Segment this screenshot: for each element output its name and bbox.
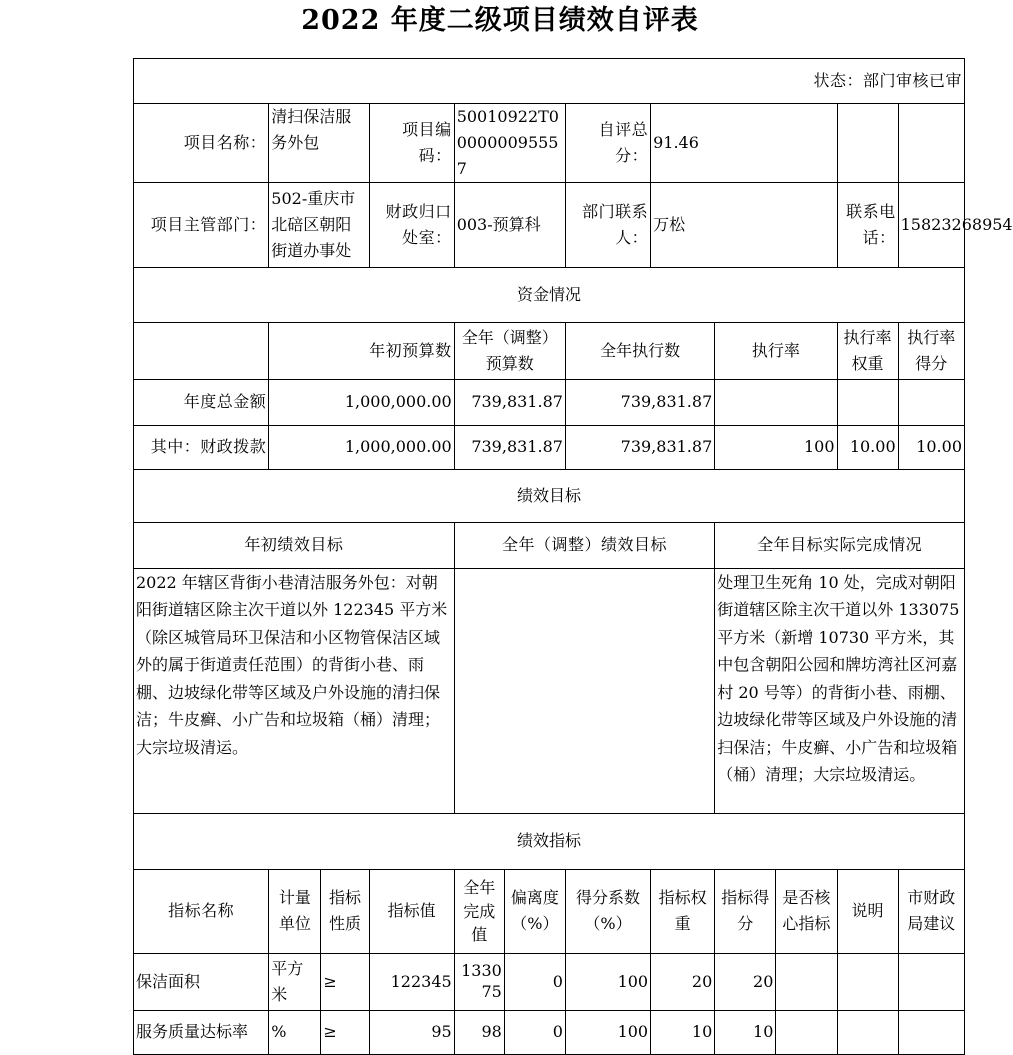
phone-label: 联系电话： [837, 182, 898, 267]
fin-office-value: 003-预算科 [454, 182, 565, 267]
goal-adjusted-text [454, 568, 715, 813]
ind-header-name: 指标名称 [134, 869, 269, 953]
ind-header-target: 指标值 [369, 869, 454, 953]
page-title: 2022 年度二级项目绩效自评表 [301, 5, 699, 36]
ind-row-core [776, 953, 837, 1010]
funds-row-score [898, 379, 964, 425]
ind-header-actual: 全年完成值 [454, 869, 504, 953]
funds-row-executed: 739,831.87 [565, 425, 714, 469]
goals-header-adjusted: 全年（调整）绩效目标 [454, 522, 715, 568]
ind-header-weight: 指标权重 [651, 869, 715, 953]
funds-row-score: 10.00 [898, 425, 964, 469]
ind-row-core [776, 1010, 837, 1054]
ind-header-unit: 计量单位 [269, 869, 321, 953]
funds-row-adjusted: 739,831.87 [454, 425, 565, 469]
funds-row-budget: 1,000,000.00 [269, 379, 454, 425]
empty-cell [134, 322, 269, 379]
empty-cell [898, 104, 964, 183]
phone-value: 15823268954 [898, 182, 964, 267]
ind-header-core: 是否核心指标 [776, 869, 837, 953]
ind-row-actual: 133075 [454, 953, 504, 1010]
dept-value: 502-重庆市北碚区朝阳街道办事处 [269, 182, 369, 267]
goal-actual-text: 处理卫生死角 10 处，完成对朝阳街道辖区除主次干道以外 133075 平方米（新增 10730 平方米，其中包含朝阳公园和牌坊湾社区河嘉村 20 号等）的背街小巷、雨棚、边坡绿化带等区域及户外设施的清扫保洁；牛皮癣、小广告和垃圾箱（桶）清理；大宗垃圾清运。 [715, 568, 965, 813]
ind-header-note: 说明 [837, 869, 898, 953]
project-name-label: 项目名称： [134, 104, 269, 183]
ind-header-score: 指标得分 [715, 869, 776, 953]
self-score-label: 自评总分： [565, 104, 650, 183]
funds-row-executed: 739,831.87 [565, 379, 714, 425]
ind-row-target: 95 [369, 1010, 454, 1054]
ind-header-coef: 得分系数（%） [565, 869, 650, 953]
funds-header-rate: 执行率 [715, 322, 837, 379]
ind-row-advice [898, 953, 964, 1010]
ind-row-coef: 100 [565, 1010, 650, 1054]
contact-value: 万松 [651, 182, 837, 267]
ind-row-deviation: 0 [504, 953, 565, 1010]
funds-row-budget: 1,000,000.00 [269, 425, 454, 469]
funds-header-score: 执行率得分 [898, 322, 964, 379]
ind-row-unit: 平方米 [269, 953, 321, 1010]
status-text: 状态：部门审核已审 [134, 59, 965, 104]
contact-label: 部门联系人： [565, 182, 650, 267]
ind-header-deviation: 偏离度（%） [504, 869, 565, 953]
funds-row-weight: 10.00 [837, 425, 898, 469]
performance-evaluation-table [133, 58, 1013, 1055]
project-code-label: 项目编码： [369, 104, 454, 183]
project-name-value: 清扫保洁服务外包 [269, 104, 369, 183]
goal-initial-text: 2022 年辖区背街小巷清洁服务外包：对朝阳街道辖区除主次干道以外 122345 平方米（除区城管局环卫保洁和小区物管保洁区域外的属于街道责任范围）的背街小巷、雨棚、边坡绿化带等区域及户外设施的清扫保洁；牛皮癣、小广告和垃圾箱（桶）清理；大宗垃圾清运。 [134, 568, 455, 813]
ind-row-name: 保洁面积 [134, 953, 269, 1010]
ind-row-note [837, 953, 898, 1010]
ind-row-coef: 100 [565, 953, 650, 1010]
goals-header-actual: 全年目标实际完成情况 [715, 522, 965, 568]
ind-row-weight: 10 [651, 1010, 715, 1054]
ind-row-name: 服务质量达标率 [134, 1010, 269, 1054]
ind-row-score: 20 [715, 953, 776, 1010]
fin-office-label: 财政归口处室： [369, 182, 454, 267]
ind-row-score: 10 [715, 1010, 776, 1054]
ind-header-advice: 市财政局建议 [898, 869, 964, 953]
goals-header-initial: 年初绩效目标 [134, 522, 455, 568]
funds-row-weight [837, 379, 898, 425]
indicators-section-title: 绩效指标 [134, 813, 965, 869]
ind-row-nature: ≥ [321, 953, 369, 1010]
project-code-value: 50010922T000000095557 [454, 104, 565, 183]
funds-header-adjusted: 全年（调整）预算数 [454, 322, 565, 379]
dept-label: 项目主管部门： [134, 182, 269, 267]
ind-header-nature: 指标性质 [321, 869, 369, 953]
ind-row-deviation: 0 [504, 1010, 565, 1054]
empty-cell [837, 104, 898, 183]
funds-row-rate: 100 [715, 425, 837, 469]
ind-row-target: 122345 [369, 953, 454, 1010]
goals-section-title: 绩效目标 [134, 469, 965, 522]
ind-row-unit: % [269, 1010, 321, 1054]
ind-row-weight: 20 [651, 953, 715, 1010]
funds-row-label: 其中：财政拨款 [134, 425, 269, 469]
ind-row-actual: 98 [454, 1010, 504, 1054]
funds-section-title: 资金情况 [134, 267, 965, 322]
self-score-value: 91.46 [651, 104, 837, 183]
funds-row-rate [715, 379, 837, 425]
funds-header-weight: 执行率权重 [837, 322, 898, 379]
ind-row-nature: ≥ [321, 1010, 369, 1054]
funds-row-adjusted: 739,831.87 [454, 379, 565, 425]
funds-header-budget: 年初预算数 [269, 322, 454, 379]
ind-row-advice [898, 1010, 964, 1054]
ind-row-note [837, 1010, 898, 1054]
funds-header-executed: 全年执行数 [565, 322, 714, 379]
funds-row-label: 年度总金额 [134, 379, 269, 425]
